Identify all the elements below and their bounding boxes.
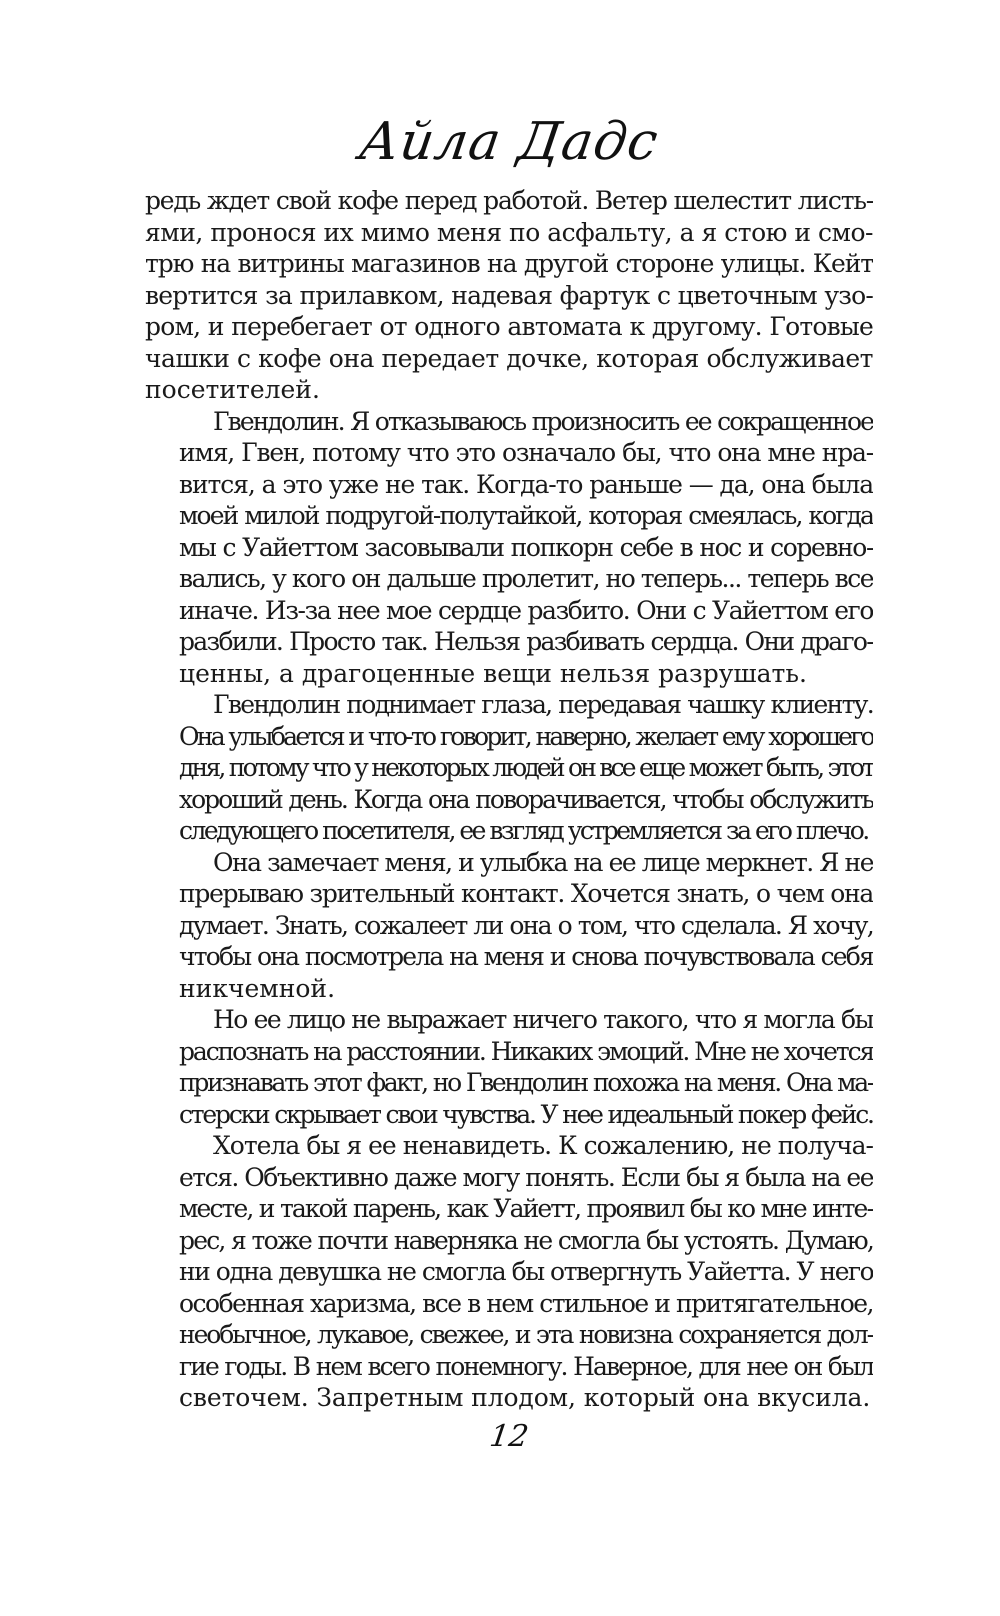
text-line: Но ее лицо не выражает ничего такого, что я могла бы <box>213 1005 873 1034</box>
text-line: чашки с кофе она передает дочке, которая обслуживает <box>145 343 873 373</box>
text-line: чтобы она посмотрела на меня и снова почувствовала себя <box>179 942 873 971</box>
paragraph-5 <box>145 1004 873 1130</box>
text-line: никчемной. <box>179 973 336 1003</box>
text-line: следующего посетителя, ее взгляд устремляется за его плечо. <box>179 816 868 845</box>
paragraph-3 <box>145 689 873 847</box>
text-line: ется. Объективно даже могу понять. Если бы я была на ее <box>179 1162 873 1192</box>
text-line: вертится за прилавком, надевая фартук с цветочным узо- <box>145 280 873 310</box>
text-line: признавать этот факт, но Гвендолин похожа на меня. Она ма- <box>179 1068 873 1097</box>
paragraph-1 <box>145 185 873 406</box>
text-line: посетителей. <box>145 375 320 404</box>
text-line: разбили. Просто так. Нельзя разбивать сердца. Они драго- <box>179 627 873 656</box>
text-line: Гвендолин. Я отказываюсь произносить ее сокращенное <box>213 406 873 436</box>
text-line: хороший день. Когда она поворачивается, чтобы обслужить <box>179 784 873 814</box>
running-head-author: Айла Дадс <box>355 112 663 172</box>
text-line: ями, пронося их мимо меня по асфальту, а я стою и смо- <box>145 217 873 247</box>
text-line: думает. Знать, сожалеет ли она о том, что сделала. Я хочу, <box>179 910 873 940</box>
text-line: ценны, а драгоценные вещи нельзя разрушать. <box>179 658 807 688</box>
text-line: ром, и перебегает от одного автомата к другому. Готовые <box>145 312 873 341</box>
text-line: дня, потому что у некоторых людей он все еще может быть, этот <box>179 753 873 782</box>
book-page <box>145 0 873 1616</box>
text-line: Хотела бы я ее ненавидеть. К сожалению, не получа- <box>213 1131 873 1160</box>
text-line: Она замечает меня, и улыбка на ее лице меркнет. Я не <box>213 847 873 877</box>
text-line: редь ждет свой кофе перед работой. Ветер шелестит листь- <box>145 186 873 215</box>
text-line: иначе. Из-за нее мое сердце разбито. Они с Уайеттом его <box>179 595 873 625</box>
text-line: Она улыбается и что-то говорит, наверно, желает ему хорошего <box>179 721 873 751</box>
body-text <box>145 185 873 1414</box>
text-line: трю на витрины магазинов на другой стороне улицы. Кейт <box>145 249 873 278</box>
text-line: гие годы. В нем всего понемногу. Наверное, для нее он был <box>179 1351 873 1381</box>
text-line: Гвендолин поднимает глаза, передавая чашку клиенту. <box>213 690 873 719</box>
text-line: распознать на расстоянии. Никаких эмоций. Мне не хочется <box>179 1036 873 1066</box>
page-number: 12 <box>487 1419 531 1454</box>
text-line: необычное, лукавое, свежее, и эта новизна сохраняется дол- <box>179 1320 873 1349</box>
text-line: рес, я тоже почти наверняка не смогла бы устоять. Думаю, <box>179 1225 873 1255</box>
text-line: вится, а это уже не так. Когда-то раньше — да, она была <box>179 469 873 499</box>
paragraph-2 <box>145 406 873 690</box>
text-line: стерски скрывает свои чувства. У нее идеальный покер фейс. <box>179 1099 873 1129</box>
text-line: вались, у кого он дальше пролетит, но теперь... теперь все <box>179 564 873 593</box>
text-line: месте, и такой парень, как Уайетт, проявил бы ко мне инте- <box>179 1194 873 1223</box>
text-line: особенная харизма, все в нем стильное и притягательное, <box>179 1288 873 1318</box>
paragraph-4 <box>145 847 873 1005</box>
text-line: моей милой подругой-полутайкой, которая смеялась, когда <box>179 501 873 530</box>
text-line: мы с Уайеттом засовывали попкорн себе в нос и соревно- <box>179 532 873 562</box>
paragraph-6 <box>145 1130 873 1414</box>
text-line: ни одна девушка не смогла бы отвергнуть Уайетта. У него <box>179 1257 873 1286</box>
text-line: прерываю зрительный контакт. Хочется знать, о чем она <box>179 879 873 908</box>
text-line: светочем. Запретным плодом, который она вкусила. <box>179 1383 871 1412</box>
text-line: имя, Гвен, потому что это означало бы, что она мне нра- <box>179 438 873 467</box>
